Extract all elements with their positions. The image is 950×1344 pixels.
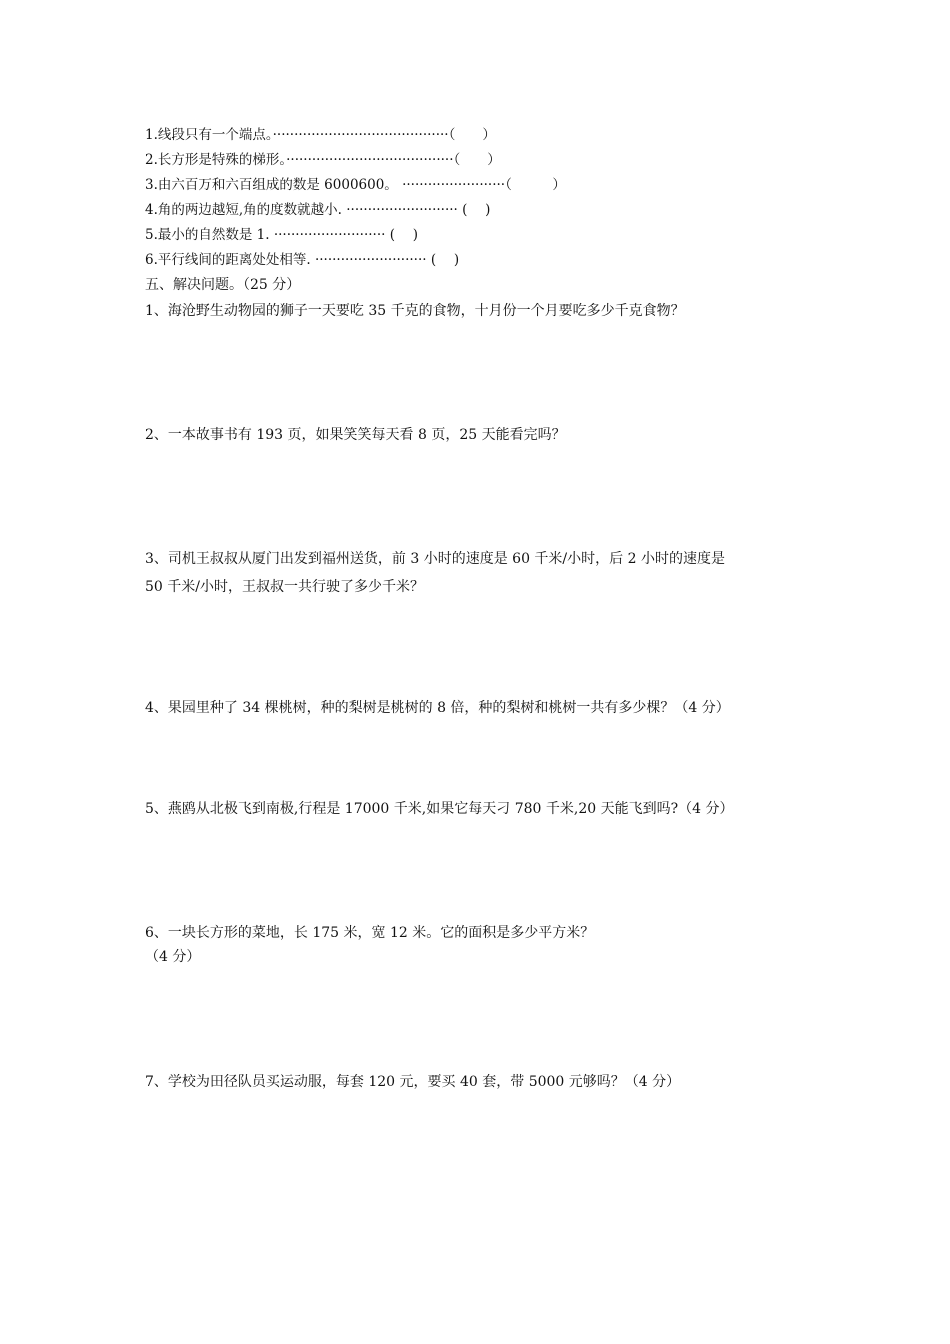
judgement-item-6: 6.平行线间的距离处处相等. ·························· ( ) — [145, 252, 460, 268]
section-heading: 五、解决问题。（25 分） — [145, 277, 301, 293]
problem-6-line-2: （4 分） — [145, 949, 201, 965]
judgement-item-3: 3.由六百万和六百组成的数是 6000600。 ························（ ） — [145, 177, 566, 193]
problem-7: 7、学校为田径队员买运动服，每套 120 元，要买 40 套，带 5000 元够吗？（4 分） — [145, 1074, 681, 1090]
problem-3-line-2: 50 千米/小时，王叔叔一共行驶了多少千米？ — [145, 579, 424, 595]
problem-6-line-1: 6、一块长方形的菜地，长 175 米，宽 12 米。它的面积是多少平方米？ — [145, 925, 595, 941]
judgement-item-2: 2.长方形是特殊的梯形。·······································（ ） — [145, 152, 501, 168]
problem-4: 4、果园里种了 34 棵桃树，种的梨树是桃树的 8 倍，种的梨树和桃树一共有多少棵？（4 分） — [145, 700, 730, 716]
judgement-item-1: 1.线段只有一个端点。·········································（ ） — [145, 127, 496, 143]
problem-2: 2、一本故事书有 193 页，如果笑笑每天看 8 页，25 天能看完吗？ — [145, 427, 566, 443]
judgement-item-5: 5.最小的自然数是 1. ·························· ( ) — [145, 227, 419, 243]
judgement-item-4: 4.角的两边越短,角的度数就越小. ·························· ( ) — [145, 202, 491, 218]
problem-1: 1、海沧野生动物园的狮子一天要吃 35 千克的食物，十月份一个月要吃多少千克食物？ — [145, 303, 685, 319]
problem-3-line-1: 3、司机王叔叔从厦门出发到福州送货，前 3 小时的速度是 60 千米/小时，后 2 小时的速度是 — [145, 551, 725, 567]
problem-5: 5、燕鸥从北极飞到南极,行程是 17000 千米,如果它每天刁 780 千米,20 天能飞到吗?（4 分） — [145, 801, 734, 817]
